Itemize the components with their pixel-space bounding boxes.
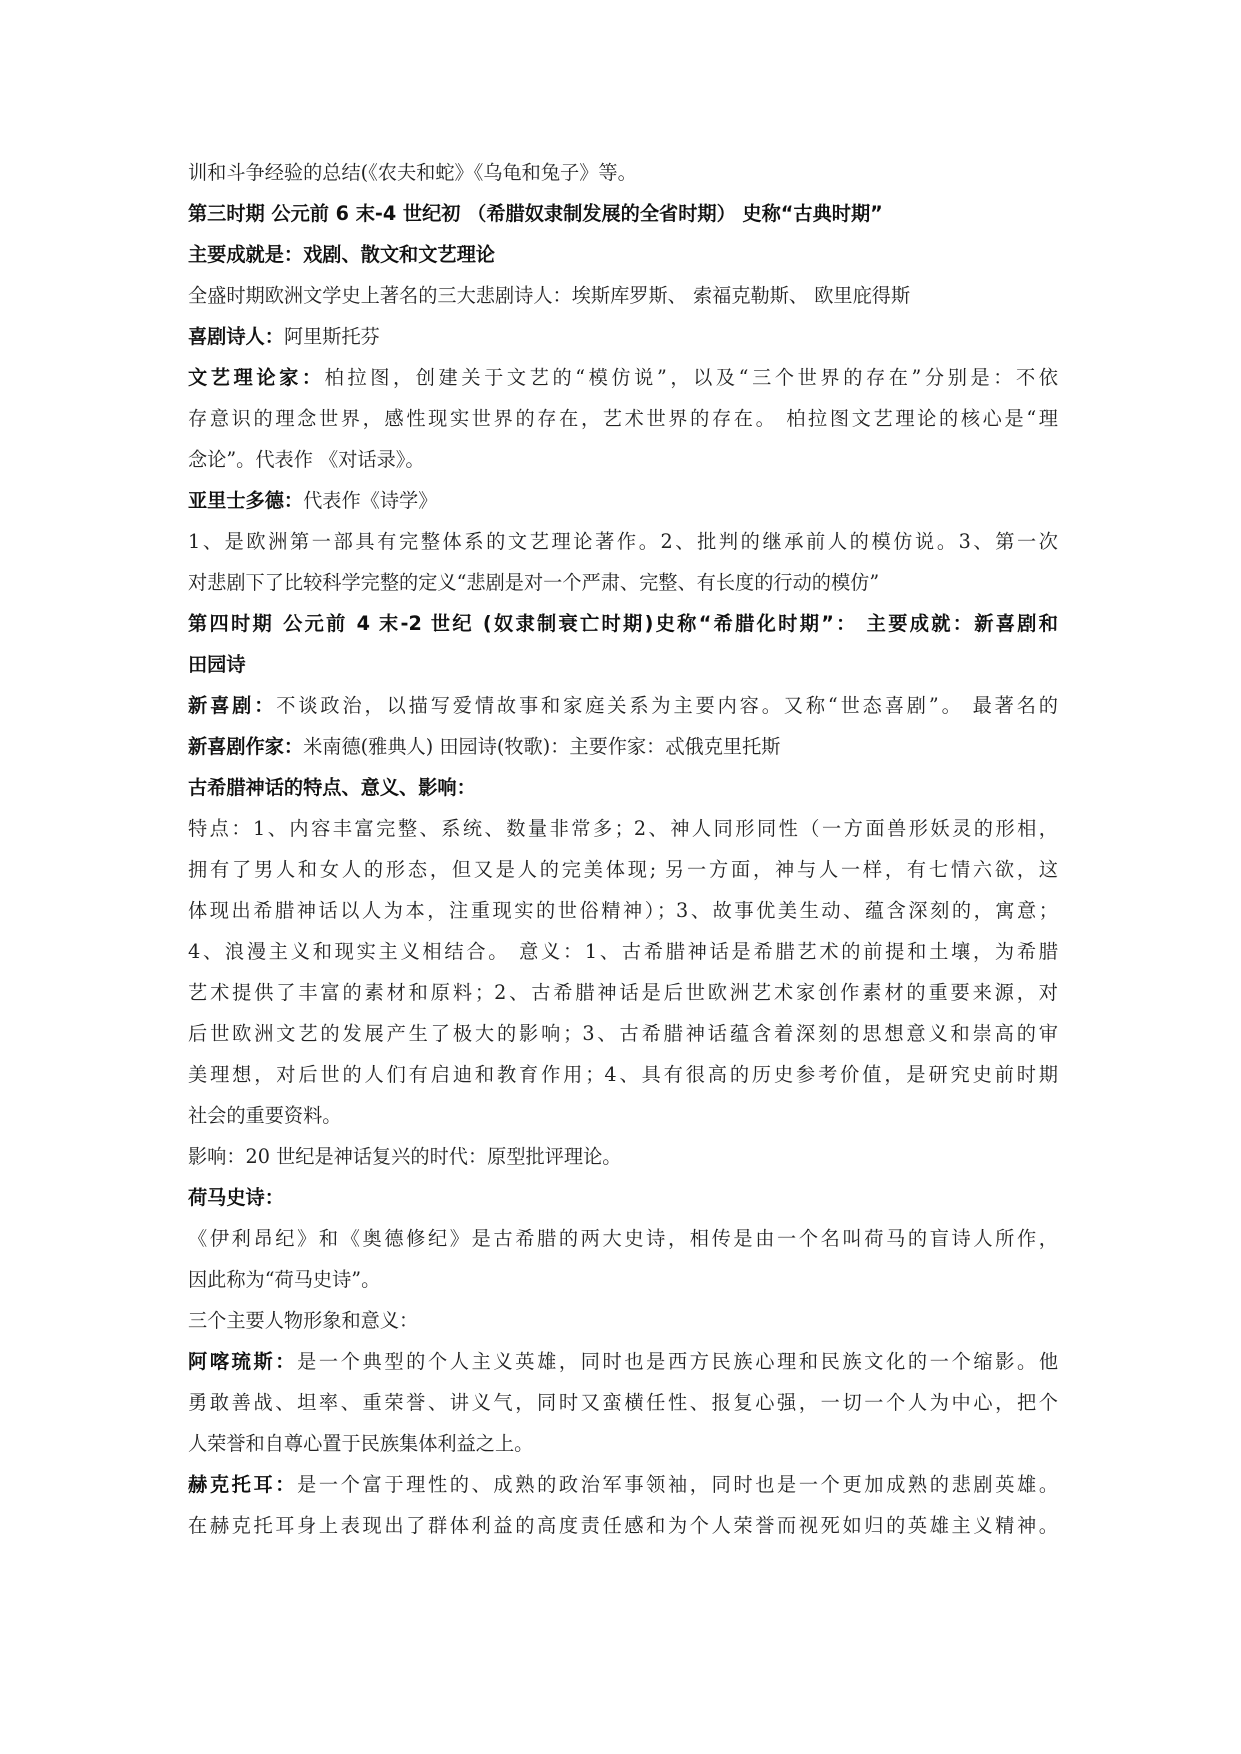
section-heading: 第三时期 公元前 6 末-4 世纪初 （希腊奴隶制发展的全省时期） 史称“古典时期”: [188, 202, 883, 225]
term-label: 喜剧诗人：: [188, 325, 284, 348]
term-label: 文艺理论家：: [188, 366, 325, 389]
section-heading: 主要成就是：戏剧、散文和文艺理论: [188, 243, 495, 266]
body-text-line: 对悲剧下了比较科学完整的定义“悲剧是对一个严肃、完整、有长度的行动的模仿”: [188, 571, 880, 594]
labeled-line: 阿喀琉斯：是一个典型的个人主义英雄，同时也是西方民族心理和民族文化的一个缩影。他: [188, 1350, 1059, 1373]
labeled-line: 新喜剧作家：米南德(雅典人) 田园诗(牧歌)：主要作家：忒俄克里托斯: [188, 735, 781, 758]
term-label: 新喜剧：: [188, 694, 277, 717]
section-heading: 田园诗: [188, 653, 246, 676]
body-text-line: 拥有了男人和女人的形态，但又是人的完美体现; 另一方面，神与人一样，有七情六欲，这: [188, 858, 1058, 881]
term-label: 新喜剧作家：: [188, 735, 304, 758]
term-label: 亚里士多德：: [188, 489, 304, 512]
labeled-line: 亚里士多德：代表作《诗学》: [188, 489, 438, 512]
body-text-line: 在赫克托耳身上表现出了群体利益的高度责任感和为个人荣誉而视死如归的英雄主义精神。: [188, 1514, 1058, 1537]
body-text-line: 人荣誉和自尊心置于民族集体利益之上。: [188, 1432, 534, 1455]
body-text-line: 体现出希腊神话以人为本，注重现实的世俗精神）；3、故事优美生动、蕴含深刻的，寓意；: [188, 899, 1058, 922]
labeled-line: 新喜剧：不谈政治，以描写爱情故事和家庭关系为主要内容。又称“世态喜剧”。 最著名的: [188, 694, 1058, 717]
body-text-line: 存意识的理念世界，感性现实世界的存在，艺术世界的存在。 柏拉图文艺理论的核心是“理: [188, 407, 1058, 430]
labeled-line: 赫克托耳：是一个富于理性的、成熟的政治军事领袖，同时也是一个更加成熟的悲剧英雄。: [188, 1473, 1059, 1496]
term-label: 赫克托耳：: [188, 1473, 298, 1496]
section-heading: 第四时期 公元前 4 末-2 世纪 (奴隶制衰亡时期)史称“希腊化时期”： 主要成就：新喜剧和: [188, 612, 1058, 635]
labeled-line: 文艺理论家：柏拉图，创建关于文艺的“模仿说”，以及“三个世界的存在”分别是：不依: [188, 366, 1058, 389]
body-text-line: 4、浪漫主义和现实主义相结合。 意义：1、古希腊神话是希腊艺术的前提和土壤，为希腊: [188, 940, 1058, 963]
body-text-line: 念论”。代表作 《对话录》。: [188, 448, 425, 471]
document-page: [188, 152, 1058, 1546]
labeled-line: 喜剧诗人：阿里斯托芬: [188, 325, 380, 348]
body-text-line: 勇敢善战、坦率、重荣誉、讲义气，同时又蛮横任性、报复心强，一切一个人为中心，把个: [188, 1391, 1058, 1414]
section-heading: 古希腊神话的特点、意义、影响：: [188, 776, 476, 799]
body-text-line: 《伊利昂纪》和《奥德修纪》是古希腊的两大史诗，相传是由一个名叫荷马的盲诗人所作，: [188, 1227, 1058, 1250]
body-text-line: 艺术提供了丰富的素材和原料；2、古希腊神话是后世欧洲艺术家创作素材的重要来源，对: [188, 981, 1058, 1004]
section-heading: 荷马史诗：: [188, 1186, 284, 1209]
body-text-line: 影响：20 世纪是神话复兴的时代：原型批评理论。: [188, 1145, 622, 1168]
term-label: 阿喀琉斯：: [188, 1350, 298, 1373]
body-text-line: 美理想，对后世的人们有启迪和教育作用；4、具有很高的历史参考价值，是研究史前时期: [188, 1063, 1058, 1086]
body-text-line: 特点：1、内容丰富完整、系统、数量非常多；2、神人同形同性（一方面兽形妖灵的形相，: [188, 817, 1058, 840]
body-text-line: 训和斗争经验的总结(《农夫和蛇》《乌龟和兔子》等。: [188, 161, 637, 184]
body-text-line: 1、是欧洲第一部具有完整体系的文艺理论著作。2、批判的继承前人的模仿说。3、第一次: [188, 530, 1058, 553]
body-text-line: 因此称为“荷马史诗”。: [188, 1268, 381, 1291]
body-text-line: 社会的重要资料。: [188, 1104, 342, 1127]
body-text-line: 全盛时期欧洲文学史上著名的三大悲剧诗人：埃斯库罗斯、 索福克勒斯、 欧里庇得斯: [188, 284, 911, 307]
body-text-line: 后世欧洲文艺的发展产生了极大的影响；3、古希腊神话蕴含着深刻的思想意义和崇高的审: [188, 1022, 1058, 1045]
body-text-line: 三个主要人物形象和意义：: [188, 1309, 419, 1332]
